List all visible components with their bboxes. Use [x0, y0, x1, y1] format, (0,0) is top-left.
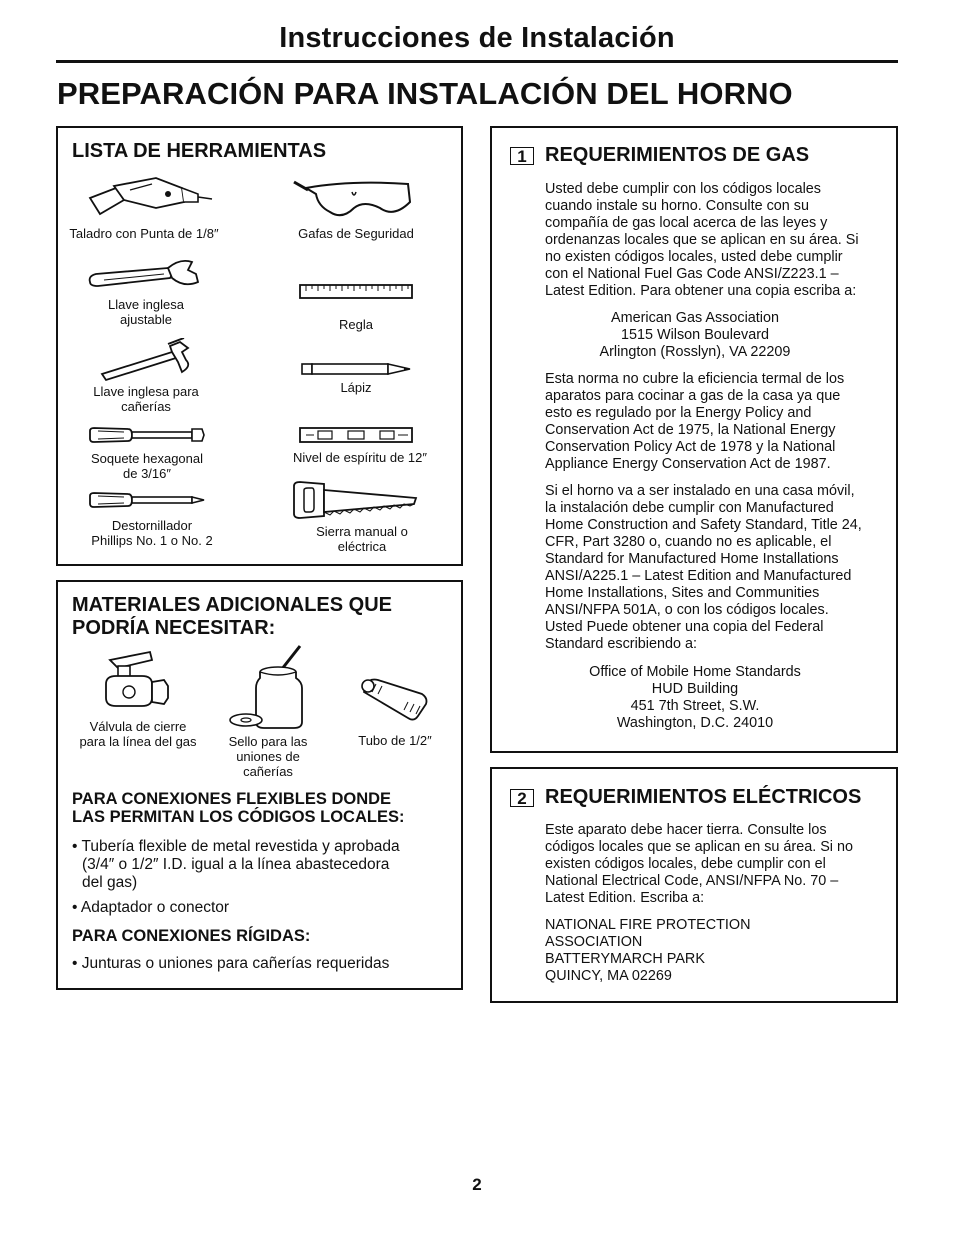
section-number-1: 1 [510, 147, 534, 165]
electrical-requirements-panel [490, 767, 898, 1003]
tool-label-pencil: Lápiz [340, 380, 372, 395]
tool-label-drill: Taladro con Punta de 1/8″ [69, 226, 219, 241]
materials-panel [56, 580, 463, 990]
gas-paragraph-2: Esta norma no cubre la eficiencia termal de los aparatos para cocinar a gas de la casa ya que esto es regulado por la Energy Policy and Conservation Act de 1975, la National Energy Conservation Policy Act de 1978 y la National Appliance Energy Conservation Act de 1987. [545, 371, 845, 472]
gas-address-1: American Gas Association 1515 Wilson Boulevard Arlington (Rosslyn), VA 22209 [599, 310, 791, 360]
tool-label-pipe-wrench: Llave inglesa para cañerías [93, 384, 199, 414]
ruler-icon [298, 283, 414, 301]
drill-icon [86, 170, 216, 226]
tool-label-spirit-level: Nivel de espíritu de 12″ [293, 450, 427, 465]
header-divider [56, 60, 898, 63]
material-label-valve: Válvula de cierre para la línea del gas [79, 719, 197, 749]
spirit-level-icon [298, 426, 414, 444]
tool-label-saw: Sierra manual o eléctrica [316, 524, 408, 554]
flex-connections-heading: PARA CONEXIONES FLEXIBLES DONDE LAS PERMITAN LOS CÓDIGOS LOCALES: [72, 790, 405, 826]
electrical-paragraph: Este aparato debe hacer tierra. Consulte los códigos locales que se aplican en su área. Si no existen códigos locales, debe cumplir con el National Electrical Code, ANSI/NFPA No. 70 – Latest Edition. Escriba a: [545, 822, 854, 906]
gas-requirements-panel [490, 126, 898, 753]
pipe-wrench-icon [98, 338, 198, 382]
tools-panel [56, 126, 463, 566]
tools-title: LISTA DE HERRAMIENTAS [72, 140, 327, 162]
adjustable-wrench-icon [84, 258, 204, 292]
saw-icon [290, 480, 420, 522]
gas-paragraph-1: Usted debe cumplir con los códigos locales cuando instale su horno. Consulte con su compañía de gas local acerca de las leyes y ordenanzas locales que se aplican en su área. Si no existen códigos locales, usted debe cumplir con el National Fuel Gas Code ANSI/Z223.1 – Latest Edition. Para obtener una copia escriba a: [545, 181, 859, 299]
electrical-address: NATIONAL FIRE PROTECTION ASSOCIATION BATTERYMARCH PARK QUINCY, MA 02269 [545, 917, 751, 984]
gas-address-2: Office of Mobile Home Standards HUD Building 451 7th Street, S.W. Washington, D.C. 24010 [589, 664, 801, 731]
pipe-icon [356, 678, 432, 728]
section-number-2: 2 [510, 789, 534, 807]
electrical-title: REQUERIMIENTOS ELÉCTRICOS [545, 786, 862, 808]
materials-title: MATERIALES ADICIONALES QUE PODRÍA NECESITAR: [72, 594, 393, 639]
hex-driver-icon [88, 426, 206, 444]
tool-label-adjustable-wrench: Llave inglesa ajustable [108, 297, 184, 327]
page-number: 2 [472, 1175, 482, 1194]
gas-paragraph-3: Si el horno va a ser instalado en una casa móvil, la instalación debe cumplir con Manufactured Home Construction and Safety Standard, Title 24, CFR, Part 3280 o, cuando no es aplicable, el Standard for Manufactured Home Installations ANSI/A225.1 – Latest Edition and Manufactured Home Installations, Sites and Communities ANSI/NFPA 501A, o con los códigos locales. Usted Puede obtener una copia del Federal Standard escribiendo a: [545, 483, 862, 652]
flex-bullet-1: • Tubería flexible de metal revestida y aprobada (3/4″ o 1/2″ I.D. igual a la línea abastecedora del gas) [72, 838, 400, 891]
header-title: Instrucciones de Instalación [279, 22, 675, 54]
screwdriver-icon [88, 490, 208, 510]
gas-title: REQUERIMIENTOS DE GAS [545, 144, 810, 166]
safety-glasses-icon [290, 174, 414, 222]
pipe-sealant-icon [228, 644, 308, 730]
page-title: PREPARACIÓN PARA INSTALACIÓN DEL HORNO [57, 76, 793, 111]
pencil-icon [300, 361, 416, 377]
tool-label-hex-driver: Soquete hexagonal de 3/16″ [90, 451, 204, 481]
material-label-sealant: Sello para las uniones de cañerías [228, 734, 308, 779]
tool-label-ruler: Regla [339, 317, 373, 332]
flex-bullet-2: • Adaptador o conector [72, 899, 230, 916]
shutoff-valve-icon [102, 650, 172, 716]
tool-label-glasses: Gafas de Seguridad [298, 226, 414, 241]
tool-label-screwdriver: Destornillador Phillips No. 1 o No. 2 [91, 518, 213, 548]
rigid-bullet: • Junturas o uniones para cañerías requeridas [72, 955, 390, 972]
rigid-connections-heading: PARA CONEXIONES RÍGIDAS: [72, 927, 311, 945]
material-label-pipe: Tubo de 1/2″ [358, 733, 432, 748]
